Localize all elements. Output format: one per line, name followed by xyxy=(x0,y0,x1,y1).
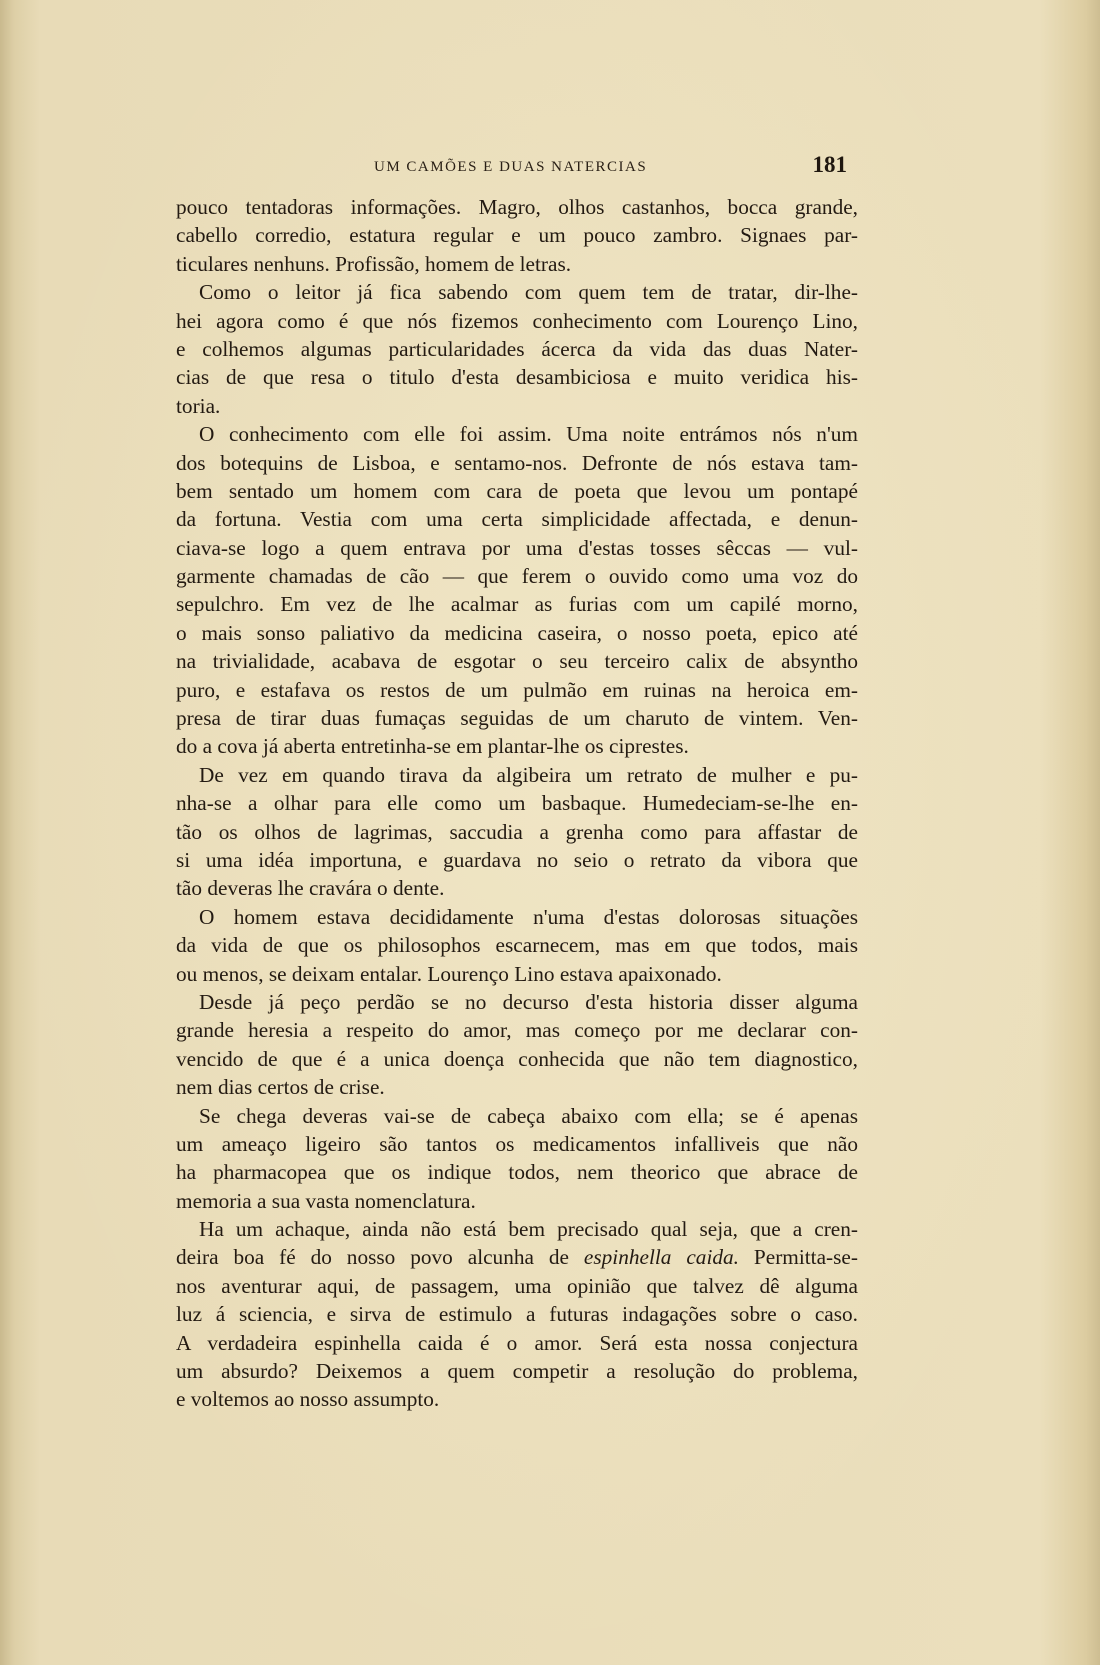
text-line: Se chega deveras vai-se de cabeça abaixo com ella; se é apenas xyxy=(199,1103,858,1128)
text-line: bem sentado um homem com cara de poeta que levou um pontapé xyxy=(176,478,858,503)
text-line: Ha um achaque, ainda não está bem precisado qual seja, que a cren- xyxy=(199,1217,858,1242)
text-line: vencido de que é a unica doença conhecida que não tem diagnostico, xyxy=(176,1046,858,1071)
text-line: o mais sonso paliativo da medicina caseira, o nosso poeta, epico até xyxy=(176,620,858,645)
text-line: tão os olhos de lagrimas, saccudia a grenha como para affastar de xyxy=(176,819,858,844)
text-line: e colhemos algumas particularidades ácerca da vida das duas Nater- xyxy=(176,336,858,361)
text-line: presa de tirar duas fumaças seguidas de um charuto de vintem. Ven- xyxy=(176,706,858,731)
text-line: ciava-se logo a quem entrava por uma d'estas tosses sêccas — vul- xyxy=(176,535,858,560)
text-line: da fortuna. Vestia com uma certa simplicidade affectada, e denun- xyxy=(176,507,858,532)
text-line: nha-se a olhar para elle como um basbaque. Humedeciam-se-lhe en- xyxy=(176,791,858,816)
text-line: ha pharmacopea que os indique todos, nem theorico que abrace de xyxy=(176,1160,858,1185)
text-line: um absurdo? Deixemos a quem competir a resolução do problema, xyxy=(176,1359,858,1384)
text-line: A verdadeira espinhella caida é o amor. Será esta nossa conjectura xyxy=(176,1330,858,1355)
text-line: Como o leitor já fica sabendo com quem tem de tratar, dir-lhe- xyxy=(199,280,858,305)
text-line: O conhecimento com elle foi assim. Uma noite entrámos nós n'um xyxy=(199,422,858,447)
text-line: grande heresia a respeito do amor, mas começo por me declarar con- xyxy=(176,1018,858,1043)
text-line: garmente chamadas de cão — que ferem o ouvido como uma voz do xyxy=(176,564,858,589)
text-line: na trivialidade, acabava de esgotar o seu terceiro calix de absyntho xyxy=(176,649,858,674)
text-line: si uma idéa importuna, e guardava no seio o retrato da vibora que xyxy=(176,847,858,872)
italic-term: espinhella caida. xyxy=(583,1245,739,1270)
text-line: O homem estava decididamente n'uma d'estas dolorosas situações xyxy=(199,904,858,929)
text-line: do a cova já aberta entretinha-se em plantar-lhe os ciprestes. xyxy=(176,734,689,759)
text-line: dos botequins de Lisboa, e sentamo-nos. Defronte de nós estava tam- xyxy=(176,450,858,475)
text-line: tão deveras lhe cravára o dente. xyxy=(176,876,445,901)
text-line: cabello corredio, estatura regular e um pouco zambro. Signaes par- xyxy=(176,223,858,248)
text-line: memoria a sua vasta nomenclatura. xyxy=(176,1188,476,1213)
text-line: cias de que resa o titulo d'esta desambiciosa e muito veridica his- xyxy=(176,365,858,390)
text-line: ou menos, se deixam entalar. Lourenço Lino estava apaixonado. xyxy=(176,961,722,986)
page-number: 181 xyxy=(812,152,847,177)
text-line: pouco tentadoras informações. Magro, olhos castanhos, bocca grande, xyxy=(176,195,858,219)
text-line: da vida de que os philosophos escarnecem, mas em que todos, mais xyxy=(176,933,858,958)
text-line: sepulchro. Em vez de lhe acalmar as furias com um capilé morno, xyxy=(176,592,858,617)
text-line: nem dias certos de crise. xyxy=(176,1075,385,1100)
text-line: toria. xyxy=(176,393,221,418)
text-line: De vez em quando tirava da algibeira um retrato de mulher e pu- xyxy=(199,762,858,787)
page-header xyxy=(374,152,847,185)
text-line: luz á sciencia, e sirva de estimulo a futuras indagações sobre o caso. xyxy=(176,1302,858,1327)
running-title: UM CAMÕES E DUAS NATERCIAS xyxy=(374,159,648,175)
body-text xyxy=(176,193,858,1414)
text-line: Desde já peço perdão se no decurso d'esta historia disser alguma xyxy=(199,989,858,1014)
text-line: nos aventurar aqui, de passagem, uma opinião que talvez dê alguma xyxy=(176,1273,858,1298)
text-line: hei agora como é que nós fizemos conhecimento com Lourenço Lino, xyxy=(176,308,858,333)
text-line: e voltemos ao nosso assumpto. xyxy=(176,1387,440,1412)
text-line: deira boa fé do nosso povo alcunha de espinhella caida. Permitta-se- xyxy=(176,1245,858,1270)
text-line: um ameaço ligeiro são tantos os medicamentos infalliveis que não xyxy=(176,1131,858,1156)
text-line: ticulares nenhuns. Profissão, homem de letras. xyxy=(176,251,572,276)
text-line: puro, e estafava os restos de um pulmão em ruinas na heroica em- xyxy=(176,677,858,702)
